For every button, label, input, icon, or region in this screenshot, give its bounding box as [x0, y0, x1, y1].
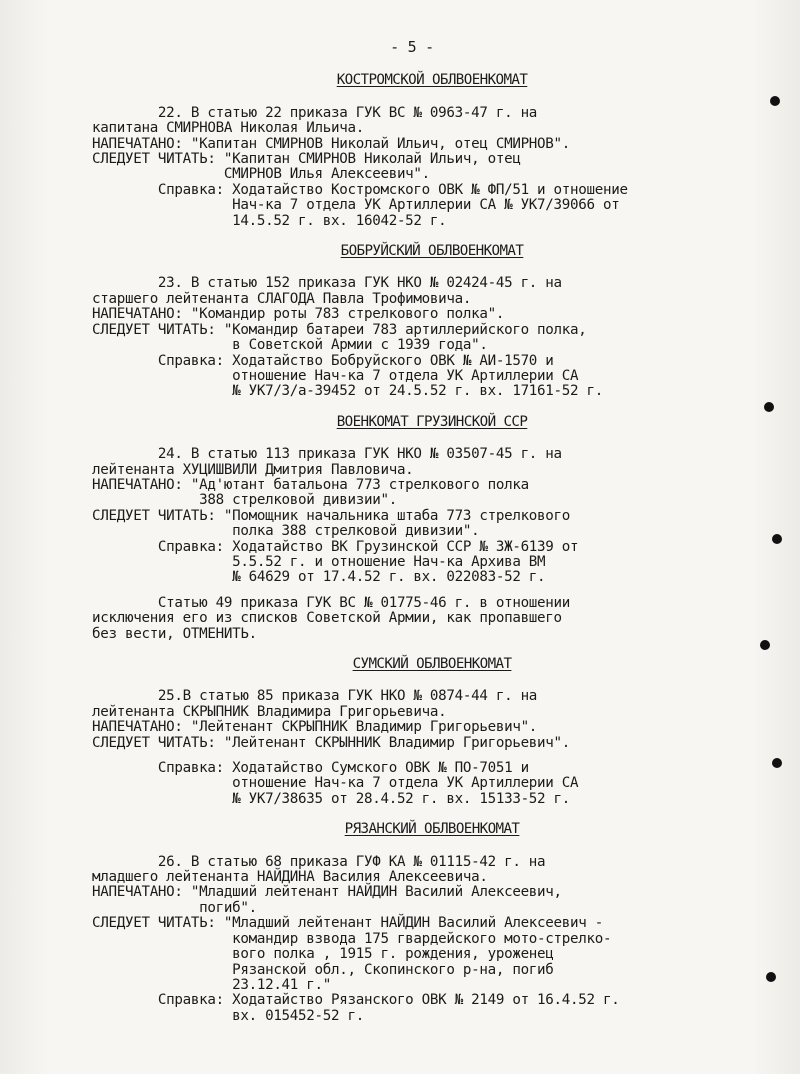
text-line: Рязанской обл., Скопинского р-на, погиб — [92, 961, 554, 978]
punch-hole — [764, 402, 774, 412]
text-line: СЛЕДУЕТ ЧИТАТЬ: "Лейтенант СКРЫННИК Владимир Григорьевич". — [92, 734, 571, 751]
text-line: отношение Нач-ка 7 отдела УК Артиллерии СА — [92, 775, 579, 792]
text-line: Справка: Ходатайство Рязанского ОВК № 2149 от 16.4.52 г. — [92, 992, 620, 1009]
text-line: старшего лейтенанта СЛАГОДА Павла Трофимовича. — [92, 290, 472, 307]
text-line: СЛЕДУЕТ ЧИТАТЬ: "Командир батареи 783 артиллерийского полка, — [92, 321, 587, 338]
order-entry — [92, 447, 732, 642]
punch-hole — [770, 96, 780, 106]
text-line: полка 388 стрелковой дивизии". — [92, 523, 480, 540]
punch-hole — [772, 758, 782, 768]
text-line: отношение Нач-ка 7 отдела УК Артиллерии СА — [92, 367, 579, 384]
section-heading: СУМСКИЙ ОБЛВОЕНКОМАТ — [352, 656, 512, 672]
text-line: 5.5.52 г. и отношение Нач-ка Архива ВМ — [92, 553, 546, 570]
order-entry — [92, 855, 732, 1024]
text-line: лейтенанта СКРЫПНИК Владимира Григорьевича. — [92, 703, 447, 720]
text-line: 22. В статью 22 приказа ГУК ВС № 0963-47 г. на — [92, 104, 538, 121]
punch-hole — [766, 972, 776, 982]
text-line: СЛЕДУЕТ ЧИТАТЬ: "Младший лейтенант НАЙДИН Василий Алексеевич - — [92, 915, 603, 932]
text-line: № УК7/3/а-39452 от 24.5.52 г. вх. 17161-52 г. — [92, 383, 603, 400]
text-line: погиб". — [92, 899, 257, 916]
text-line: Справка: Ходатайство Бобруйского ОВК № АИ-1570 и — [92, 352, 554, 369]
text-line: НАПЕЧАТАНО: "Лейтенант СКРЫПНИК Владимир Григорьевич". — [92, 719, 538, 736]
text-line: Справка: Ходатайство Сумского ОВК № ПО-7051 и — [92, 760, 529, 777]
text-line: вх. 015452-52 г. — [92, 1007, 364, 1024]
text-line: СЛЕДУЕТ ЧИТАТЬ: "Помощник начальника штаба 773 стрелкового — [92, 507, 571, 524]
text-line: СЛЕДУЕТ ЧИТАТЬ: "Капитан СМИРНОВ Николай Ильич, отец — [92, 151, 521, 168]
text-line: 26. В статью 68 приказа ГУФ КА № 01115-42 г. на — [92, 853, 546, 870]
text-line: без вести, ОТМЕНИТЬ. — [92, 625, 257, 642]
text-line: Статью 49 приказа ГУК ВС № 01775-46 г. в отношении — [92, 594, 571, 611]
text-line: 23. В статью 152 приказа ГУК НКО № 02424-45 г. на — [92, 275, 562, 292]
order-entry — [92, 106, 732, 229]
text-line: СМИРНОВ Илья Алексеевич". — [92, 166, 430, 183]
order-entry — [92, 276, 732, 399]
document-body — [92, 40, 732, 1024]
text-line: 24. В статью 113 приказа ГУК НКО № 03507-45 г. на — [92, 446, 562, 463]
text-line: в Советской Армии с 1939 года". — [92, 337, 488, 354]
text-line: НАПЕЧАТАНО: "Капитан СМИРНОВ Николай Ильич, отец СМИРНОВ". — [92, 135, 571, 152]
text-line: лейтенанта ХУЦИШВИЛИ Дмитрия Павловича. — [92, 461, 414, 478]
section-heading: РЯЗАНСКИЙ ОБЛВОЕНКОМАТ — [344, 821, 520, 838]
text-line: НАПЕЧАТАНО: "Младший лейтенант НАЙДИН Василий Алексеевич, — [92, 884, 562, 901]
text-line: командир взвода 175 гвардейского мото-стрелко- — [92, 930, 612, 947]
text-line: НАПЕЧАТАНО: "Командир роты 783 стрелкового полка". — [92, 306, 505, 323]
text-line: Справка: Ходатайство ВК Грузинской ССР № 3Ж-6139 от — [92, 538, 579, 555]
section-heading: ВОЕНКОМАТ ГРУЗИНСКОЙ ССР — [336, 413, 528, 430]
text-line: 23.12.41 г." — [92, 976, 332, 993]
text-line: вого полка , 1915 г. рождения, уроженец — [92, 946, 554, 963]
text-line: НАПЕЧАТАНО: "Ад'ютант батальона 773 стрелкового полка — [92, 476, 529, 493]
page-number: - 5 - — [390, 38, 434, 56]
text-line: исключения его из списков Советской Армии, как пропавшего — [92, 610, 562, 627]
text-line: 14.5.52 г. вх. 16042-52 г. — [92, 212, 447, 229]
text-line: № УК7/38635 от 28.4.52 г. вх. 15133-52 г. — [92, 790, 571, 807]
text-line: капитана СМИРНОВА Николая Ильича. — [92, 120, 364, 137]
text-line: Справка: Ходатайство Костромского ОВК № ФП/51 и отношение — [92, 181, 628, 198]
punch-hole — [760, 640, 770, 650]
text-line: 388 стрелковой дивизии". — [92, 492, 397, 509]
order-entry — [92, 689, 732, 807]
section-heading: КОСТРОМСКОЙ ОБЛВОЕНКОМАТ — [336, 72, 528, 89]
text-line: № 64629 от 17.4.52 г. вх. 022083-52 г. — [92, 569, 546, 586]
text-line: младшего лейтенанта НАЙДИНА Василия Алексеевича. — [92, 869, 488, 886]
section-heading: БОБРУЙСКИЙ ОБЛВОЕНКОМАТ — [340, 243, 524, 260]
text-line: 25.В статью 85 приказа ГУК НКО № 0874-44 г. на — [92, 688, 538, 705]
punch-hole — [772, 534, 782, 544]
text-line: Нач-ка 7 отдела УК Артиллерии СА № УК7/39066 от — [92, 197, 620, 214]
